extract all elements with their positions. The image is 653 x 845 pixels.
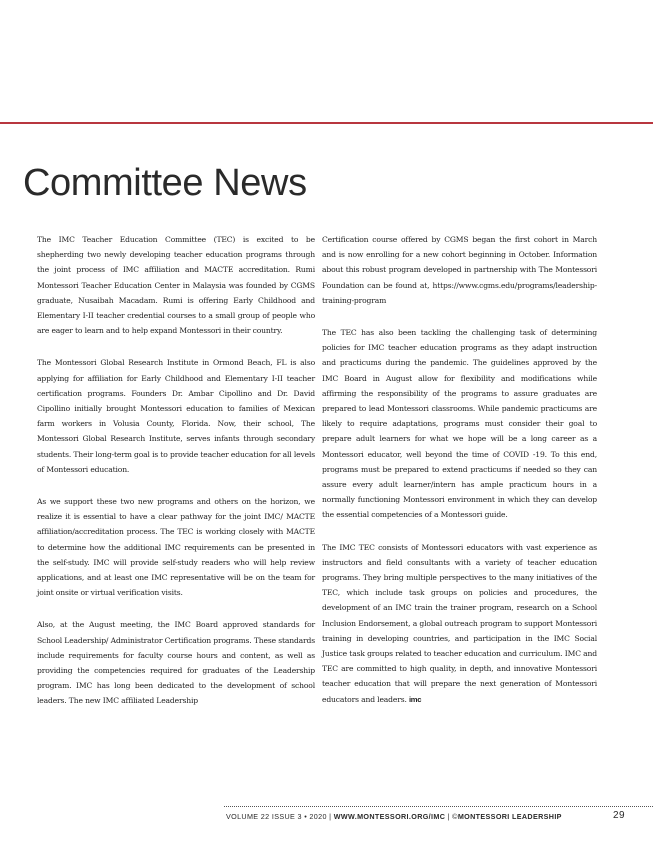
copyright-icon: © (452, 812, 458, 821)
page-footer (226, 812, 562, 821)
footer-separator: | (445, 812, 453, 821)
article-paragraph-final (322, 540, 597, 707)
article-paragraph-text: The IMC TEC consists of Montessori educators with vast experience as instructors and field consultants with a variety of teacher education programs. They bring multiple perspectives to the many initiatives of the TEC, which include task groups on policies and procedures, the development of an IMC train the trainer program, research on a School Inclusion Endorsement, a global outreach program to support Montessori training in developing countries, and participation in the IMC Social Justice task groups related to teacher education and curriculum. IMC and TEC are committed to high quality, in depth, and innovative Montessori teacher education that will prepare the next generation of Montessori educators and leaders. (322, 542, 597, 704)
footer-url: WWW.MONTESSORI.ORG/IMC (333, 812, 446, 821)
page-title: Committee News (23, 162, 307, 204)
article-paragraph: Also, at the August meeting, the IMC Board approved standards for School Leadership/ Administrator Certification programs. These standards include requirements for faculty course hours and content, as well as providing the competencies required for graduates of the Leadership program. IMC has long been dedicated to the development of school leaders. The new IMC affiliated Leadership (37, 620, 315, 706)
article-paragraph: The Montessori Global Research Institute in Ormond Beach, FL is also applying for affiliation for Early Childhood and Elementary I-II teacher certification programs. Founders Dr. Ambar Cipollino and Dr. David Cipollino initially brought Montessori education to families of Mexican farm workers in Volusia County, Florida. Now, their school, The Montessori Global Research Institute, serves infants through secondary students. Their long-term goal is to provide teacher education for all levels of Montessori education. (37, 358, 315, 474)
article-paragraph: As we support these two new programs and others on the horizon, we realize it is essential to have a clear pathway for the joint IMC/ MACTE affiliation/accreditation process. The TEC is working closely with MACTE to determine how the additional IMC requirements can be presented in the self-study. IMC will provide self-study readers who will help review applications, and at least one IMC representative will be on the team for joint onsite or virtual verification visits. (37, 497, 315, 598)
article-column-right (322, 232, 597, 724)
footer-volume: VOLUME 22 ISSUE 3 • 2020 (226, 812, 327, 821)
footer-publication: MONTESSORI LEADERSHIP (457, 812, 562, 821)
header-accent-rule (0, 122, 653, 124)
article-paragraph: The IMC Teacher Education Committee (TEC) is excited to be shepherding two newly developing teacher education programs through the joint process of IMC affiliation and MACTE accreditation. Rumi Montessori Teacher Education Center in Malaysia was founded by CGMS graduate, Nusaibah Macadam. Rumi is offering Early Childhood and Elementary I-II teacher credential courses to a small group of people who are eager to learn and to help expand Montessori in their country. (37, 235, 315, 336)
imc-end-mark-logo: imc (409, 694, 422, 704)
page-number: 29 (613, 810, 626, 821)
article-paragraph: The TEC has also been tackling the challenging task of determining policies for IMC teacher education programs as they adapt instruction and practicums during the pandemic. The guidelines approved by the IMC Board in August allow for flexibility and modifications while affirming the responsibility of the programs to assure graduates are prepared to lead Montessori classrooms. While pandemic practicums are likely to require adaptations, programs must consider their goal to prepare adult learners for what we hope will be a long career as a Montessori educator, well beyond the time of COVID -19. To this end, programs must be prepared to extend practicums if needed so they can assure every adult learner/intern has ample practicum hours in a normally functioning Montessori environment in which they can develop the essential competencies of a Montessori guide. (322, 328, 597, 520)
article-paragraph: Certification course offered by CGMS began the first cohort in March and is now enrolling for a new cohort beginning in October. Information about this robust program developed in partnership with The Montessori Foundation can be found at, https://www.cgms.edu/programs/leadership-training-program (322, 235, 597, 305)
footer-separator: | (326, 812, 334, 821)
article-column-left (37, 232, 315, 726)
footer-dotted-rule (224, 806, 653, 807)
